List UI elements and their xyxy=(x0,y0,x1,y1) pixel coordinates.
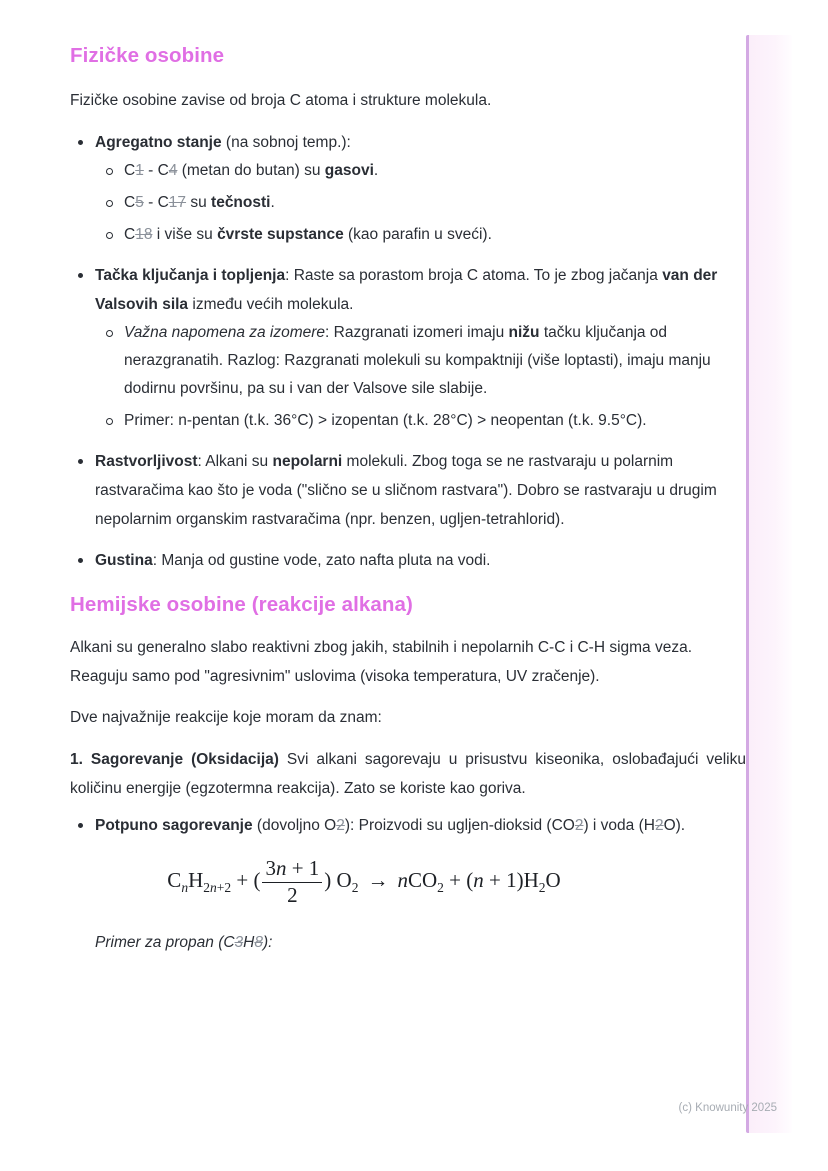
text-run: C xyxy=(124,226,136,243)
formula-term: O xyxy=(545,867,561,892)
text-run: Potpuno sagorevanje xyxy=(95,817,253,834)
formula-term: 2 xyxy=(203,880,210,895)
text-run: C xyxy=(124,162,136,179)
text-run: Primer za propan (C xyxy=(95,934,235,951)
list-item-gustina xyxy=(70,546,746,575)
subscript: 2 xyxy=(351,880,359,895)
text-run: nižu xyxy=(508,324,540,341)
notes-content xyxy=(70,42,746,957)
section-title-hemijske-osobine: Hemijske osobine (reakcije alkana) xyxy=(70,593,413,616)
formula-term: +2 xyxy=(216,880,232,895)
text-run: 2 xyxy=(574,817,584,834)
text-run: 1 xyxy=(135,162,144,179)
combustion-paragraph xyxy=(70,745,746,803)
text-run: (kao parafin u sveći). xyxy=(343,226,492,243)
text-run: gasovi xyxy=(324,162,374,179)
formula-row xyxy=(167,856,560,908)
formula-term: + ( xyxy=(443,867,474,892)
text-run: tačku ključanja od nerazgranatih. Razlog: Razgranati molekuli su kompaktniji (više loptasti), imaju manju dodirnu površinu, pa su i van der Valsove sile slabije. xyxy=(124,324,711,397)
subscript: 2 xyxy=(437,880,444,895)
text-run: (metan do butan) su xyxy=(177,162,325,179)
text-run: - C xyxy=(143,194,169,211)
two-reactions-paragraph xyxy=(70,703,746,732)
section-title-fizicke-osobine: Fizičke osobine xyxy=(70,44,225,67)
text-run: nepolarni xyxy=(272,453,343,470)
text-run: molekuli. Zbog toga se ne rastvaraju u polarnim rastvaračima kao što je voda ("slično se u sličnom rastvara"). Dobro se rastvaraju u drugim nepolarnim organskim rastvaračima (npr. benzen, ugljen-tetrahlorid). xyxy=(95,453,717,528)
text-run: . xyxy=(373,162,379,179)
list-item-tacka-kljucanja xyxy=(70,261,746,435)
list-item-gasovi xyxy=(97,157,746,185)
text-run: Gustina xyxy=(95,552,153,569)
combustion-equation xyxy=(70,856,746,908)
formula-term: + 1)H xyxy=(483,867,539,892)
text-run: 18 xyxy=(135,226,153,243)
formula-term: n xyxy=(275,856,287,880)
text-run: 3 xyxy=(234,934,244,951)
text-run: i više su xyxy=(152,226,218,243)
formula-term: C xyxy=(167,867,182,892)
text-run: između većih molekula. xyxy=(188,296,354,313)
intro-paragraph xyxy=(70,86,746,115)
subscript: 2 xyxy=(538,880,546,895)
list-item-potpuno-sagorevanje xyxy=(70,811,746,840)
watermark: (c) Knowunity 2025 xyxy=(678,1102,777,1114)
list-item-agregatno-stanje xyxy=(70,128,746,249)
text-run: Fizičke osobine zavise od broja C atoma i strukture molekula. xyxy=(70,92,492,109)
text-run: O). xyxy=(663,817,686,834)
agregatno-sublist xyxy=(97,157,746,249)
text-run: . xyxy=(270,194,275,211)
propane-example-caption xyxy=(95,928,746,957)
text-run: (dovoljno O xyxy=(252,817,337,834)
text-run: H xyxy=(243,934,255,951)
list-item-text xyxy=(95,128,746,157)
formula-term: n xyxy=(397,867,408,892)
text-run: : Raste sa porastom broja C atoma. To je zbog jačanja xyxy=(285,267,663,284)
text-run: (na sobnoj temp.): xyxy=(221,134,351,151)
text-run: : Razgranati izomeri imaju xyxy=(325,324,509,341)
text-run: ): Proizvodi su ugljen-dioksid (CO xyxy=(344,817,575,834)
formula-term: + ( xyxy=(231,867,261,892)
text-run: ) i voda (H xyxy=(583,817,655,834)
physical-properties-list xyxy=(70,128,746,575)
text-run: : Manja od gustine vode, zato nafta pluta na vodi. xyxy=(152,552,491,569)
text-run: Primer: n-pentan (t.k. 36°C) > izopentan (t.k. 28°C) > neopentan (t.k. 9.5°C). xyxy=(124,412,647,429)
text-run: C xyxy=(124,194,136,211)
fraction-numerator xyxy=(262,856,322,883)
text-run: 2 xyxy=(336,817,345,834)
formula-term: CO xyxy=(407,867,438,892)
page-accent-bar xyxy=(746,35,792,1133)
formula-term: n xyxy=(473,867,484,892)
formula-term: ) O xyxy=(324,867,352,892)
text-run: Svi alkani sagorevaju u prisustvu kiseonika, oslobađajući veliku količinu energije (egzotermna reakcija). Zato se koriste kao goriva. xyxy=(70,751,746,797)
list-item-cvrste-supstance xyxy=(97,221,746,249)
text-run: 8 xyxy=(254,934,263,951)
text-run: van der Valsovih sila xyxy=(95,267,718,313)
text-run: - C xyxy=(143,162,169,179)
combustion-list xyxy=(70,811,746,840)
formula-term: + 1 xyxy=(286,856,320,880)
tacka-sublist xyxy=(97,319,746,435)
text-run: 17 xyxy=(168,194,187,211)
reactivity-paragraph xyxy=(70,633,746,691)
list-item-izomeri-napomena xyxy=(97,319,746,403)
text-run: Alkani su generalno slabo reaktivni zbog jakih, stabilnih i nepolarnih C-C i C-H sigma veza. Reaguju samo pod "agresivnim" uslovima (visoka temperatura, UV zračenje). xyxy=(70,639,693,685)
text-run: 4 xyxy=(168,162,178,179)
subscript xyxy=(203,880,231,895)
list-item-pentan-primer xyxy=(97,407,746,435)
text-run: : Alkani su xyxy=(197,453,273,470)
text-run: su xyxy=(186,194,212,211)
text-run: ): xyxy=(263,934,273,951)
text-run: 2 xyxy=(654,817,664,834)
list-item-text xyxy=(95,261,746,319)
subscript: n xyxy=(181,880,189,895)
text-run: čvrste supstance xyxy=(217,226,344,243)
list-item-rastvorljivost xyxy=(70,447,746,534)
fraction-denominator: 2 xyxy=(287,883,298,907)
text-run: tečnosti xyxy=(211,194,271,211)
text-run: Rastvorljivost xyxy=(95,453,198,470)
formula-fraction xyxy=(262,856,322,908)
text-run: Važna napomena za izomere xyxy=(124,324,326,341)
reaction-arrow: → xyxy=(367,867,389,892)
text-run: 1. Sagorevanje (Oksidacija) xyxy=(70,751,279,768)
formula-term: 3 xyxy=(265,856,276,880)
list-item-tecnosti xyxy=(97,189,746,217)
text-run: Tačka ključanja i topljenja xyxy=(95,267,286,284)
text-run: Dve najvažnije reakcije koje moram da znam: xyxy=(70,709,382,726)
formula-term: n xyxy=(209,880,217,895)
formula-term: H xyxy=(188,867,204,892)
text-run: Agregatno stanje xyxy=(95,134,222,151)
text-run: 5 xyxy=(135,194,144,211)
